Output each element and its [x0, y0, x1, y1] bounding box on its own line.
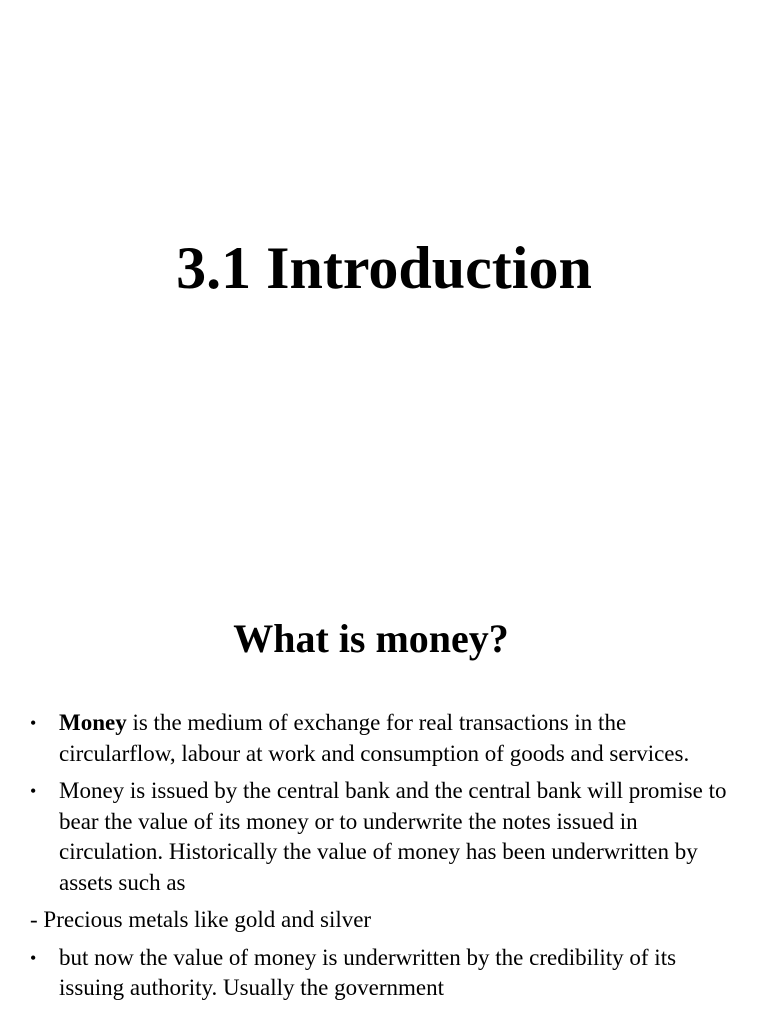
bullet-list — [30, 708, 730, 1011]
bullet-icon: • — [30, 947, 37, 968]
bullet-text: is the medium of exchange for real transactions in the circularflow, labour at work and consumption of goods and services. — [59, 710, 690, 766]
bullet-item-money-definition — [30, 708, 730, 769]
bullet-text: Money is issued by the central bank and the central bank will promise to bear the value of its money or to underwrite the notes issued in circulation. Historically the value of money has been underwritten by assets such as — [59, 778, 727, 895]
bullet-item-credibility — [30, 943, 730, 1004]
section-heading: What is money? — [233, 616, 509, 661]
dash-text: - Precious metals like gold and silver — [30, 907, 372, 932]
dash-item-precious-metals — [30, 905, 730, 936]
bullet-icon: • — [30, 781, 37, 801]
slide-title: 3.1 Introduction — [176, 235, 592, 301]
bullet-text: but now the value of money is underwritten by the credibility of its issuing authority. Usually the government — [59, 944, 677, 1000]
bullet-icon: • — [30, 713, 37, 733]
bullet-item-central-bank — [30, 776, 730, 898]
bold-term: Money — [59, 710, 127, 735]
